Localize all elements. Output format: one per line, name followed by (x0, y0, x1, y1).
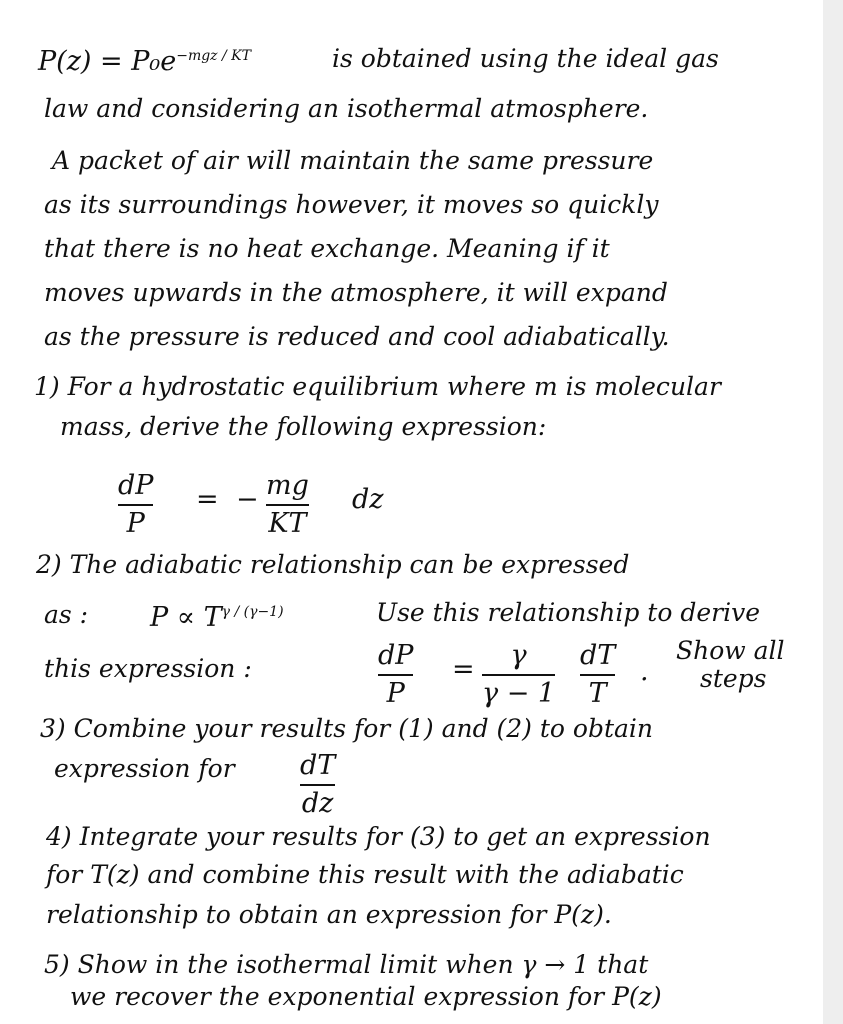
eq3-numerator: dT (300, 750, 336, 781)
eq2-dt-over-t (580, 640, 615, 710)
question-2-line-1: 2) The adiabatic relationship can be expressed (36, 550, 630, 579)
proportionality (150, 596, 284, 634)
eq2-dt-denominator: T (588, 678, 607, 709)
eq2-gamma-numerator: γ (510, 640, 527, 671)
eq2-gamma-denominator: γ − 1 (482, 678, 556, 709)
eq2-dt-numerator: dT (580, 640, 616, 671)
eq1-minus: − (236, 484, 259, 515)
eq3-denominator: dz (301, 788, 334, 819)
eq1-dp-over-p (118, 470, 153, 540)
eq1-numerator: dP (118, 470, 154, 501)
pz-equation (38, 40, 251, 78)
question-4-line-2: for T(z) and combine this result with the adiabatic (46, 860, 684, 889)
eq2-denominator: P (386, 678, 405, 709)
question-1-line-1: 1) For a hydrostatic equilibrium where m is molecular (34, 372, 721, 401)
eq3-fraction-bar (300, 784, 335, 786)
question-3-line-1: 3) Combine your results for (1) and (2) to obtain (40, 714, 654, 743)
eq2-gamma-fraction (482, 640, 555, 710)
eq2-fraction-bar (378, 674, 413, 676)
eq2-gamma-fraction-bar (482, 674, 555, 676)
eq2-dt-fraction-bar (580, 674, 615, 676)
question-5-line-2: we recover the exponential expression for P(z) (70, 982, 662, 1011)
pz-exponent: −mgz / KT (176, 48, 251, 64)
eq1-mg-over-kt (266, 470, 309, 540)
question-2-show-all: Show all (676, 636, 785, 665)
question-4-line-1: 4) Integrate your results for (3) to get an expression (46, 822, 711, 851)
question-3-line-2: expression for (54, 754, 235, 783)
eq1-rhs-denominator: KT (268, 508, 307, 539)
eq1-rhs-numerator: mg (266, 470, 309, 501)
intro-line-2: law and considering an isothermal atmosphere. (44, 94, 649, 123)
intro-line-1: is obtained using the ideal gas (332, 44, 719, 73)
question-2-line-2: Use this relationship to derive (376, 598, 760, 627)
page-edge (823, 0, 843, 1024)
eq1-denominator: P (126, 508, 145, 539)
eq2-dp-over-p (378, 640, 413, 710)
intro-line-5: that there is no heat exchange. Meaning if it (44, 234, 610, 263)
intro-line-3: A packet of air will maintain the same pressure (52, 146, 654, 175)
eq2-equals: = (452, 654, 475, 685)
eq1-fraction-bar (118, 504, 153, 506)
prop-exponent: γ / (γ−1) (221, 604, 284, 620)
eq2-period: . (640, 656, 649, 687)
intro-line-4: as its surroundings however, it moves so quickly (44, 190, 659, 219)
question-2-steps: steps (700, 664, 767, 693)
eq2-numerator: dP (378, 640, 414, 671)
intro-line-7: as the pressure is reduced and cool adiabatically. (44, 322, 670, 351)
eq3-dt-over-dz (300, 750, 335, 820)
question-5-line-1: 5) Show in the isothermal limit when γ → 1 that (44, 950, 649, 979)
intro-line-6: moves upwards in the atmosphere, it will expand (44, 278, 668, 307)
prop-lhs: P ∝ T (150, 602, 222, 633)
question-1-line-2: mass, derive the following expression: (60, 412, 547, 441)
question-2-line-3: this expression : (44, 654, 252, 683)
eq1-dz: dz (352, 484, 384, 515)
question-2-as: as : (44, 600, 89, 629)
eq1-equals: = (196, 484, 219, 515)
question-4-line-3: relationship to obtain an expression for P(z). (46, 900, 612, 929)
pz-lhs: P(z) = P₀e (38, 46, 177, 77)
eq1-rhs-fraction-bar (266, 504, 309, 506)
